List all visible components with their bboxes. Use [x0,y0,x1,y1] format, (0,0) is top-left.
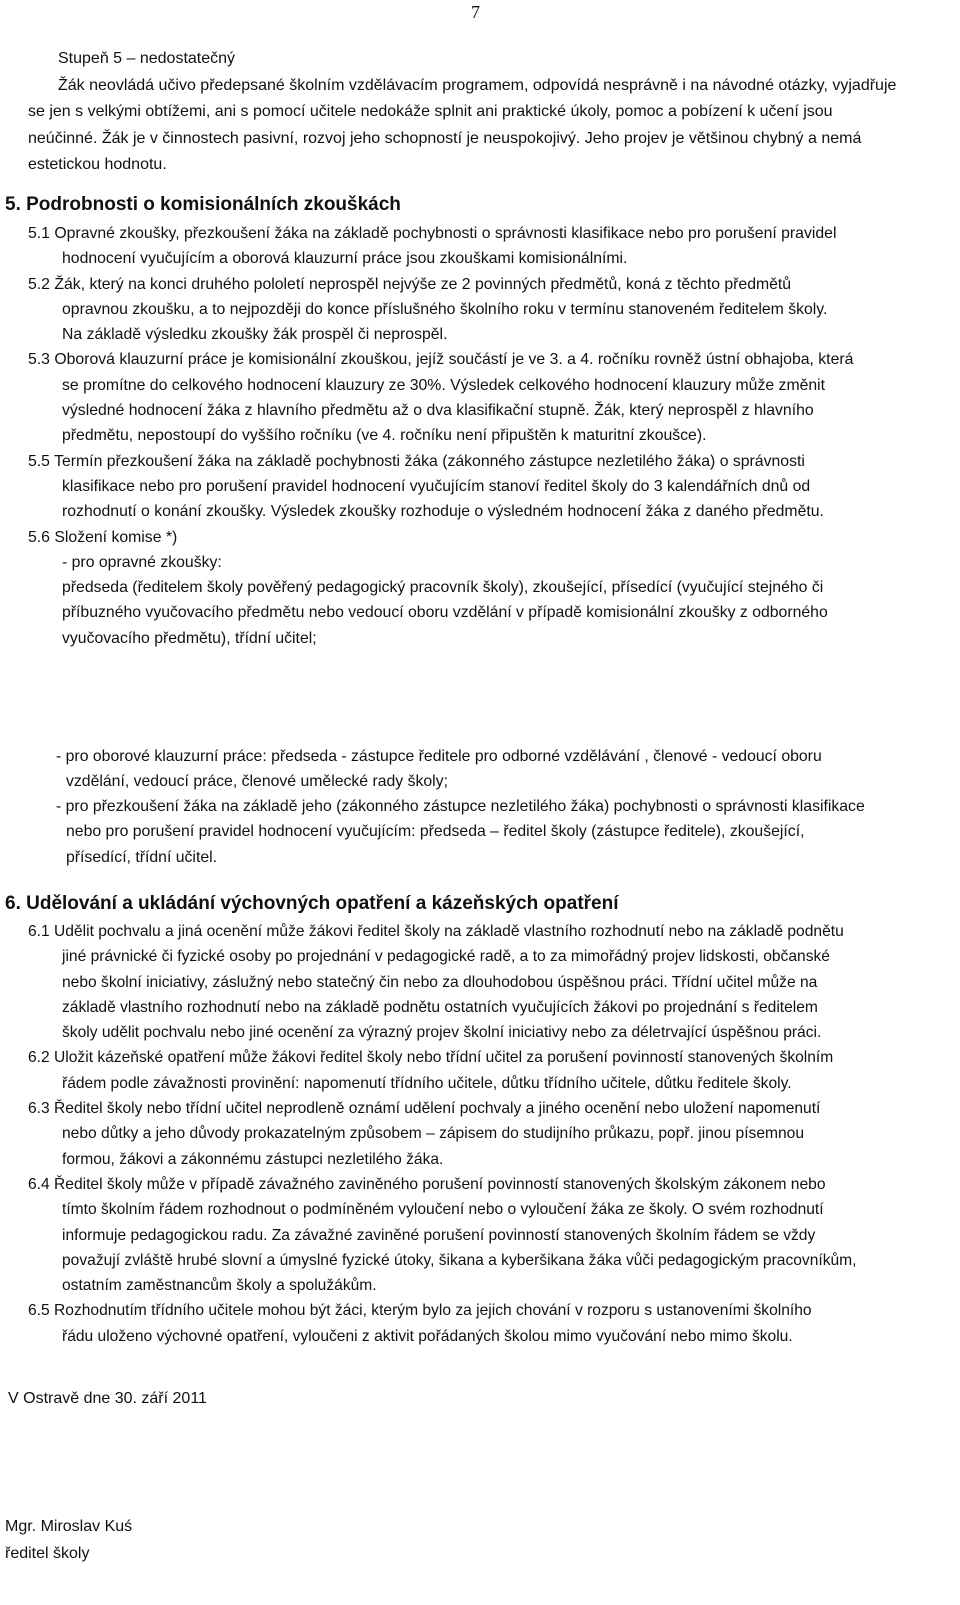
item-line: opravnou zkoušku, a to nejpozději do konce příslušného školního roku v termínu stanoveném ředitelem školy. [62,300,828,318]
item-line: základě vlastního rozhodnutí nebo na základě podnětu ostatních vyučujících žákovi po projednání s ředitelem [62,998,818,1016]
item-line: školy udělit pochvalu nebo jiné ocenění za výrazný projev školní iniciativy nebo za déletrvající úspěšnou práci. [62,1024,822,1042]
item-line: řádem podle závažnosti provinění: napomenutí třídního učitele, důtku třídního učitele, důtku ředitele školy. [62,1074,792,1092]
item-line: hodnocení vyučujícím a oborová klauzurní práce jsou zkouškami komisionálními. [62,250,628,268]
item-line: předseda (ředitelem školy pověřený pedagogický pracovník školy), zkoušející, přísedící (vyučující stejného či [62,579,824,597]
item-number: 6.3 [28,1100,50,1118]
item-line: Složení komise *) [54,528,178,546]
grade-5-block [28,46,953,179]
item-number: 6.2 [28,1049,50,1067]
item-line: výsledné hodnocení žáka z hlavního předmětu až o dva klasifikační stupně. Žák, který neprospěl z hlavního [62,402,814,420]
grade-5-title: Stupeň 5 – nedostatečný [58,50,236,67]
item-line: považují zvláště hrubé slovní a úmyslné fyzické útoky, šikana a kyberšikana žáka vůči pedagogickým pracovníkům, [62,1251,857,1269]
grade-5-line: estetickou hodnotu. [28,156,167,173]
item-line: Ředitel školy může v případě závažného zaviněného porušení povinností stanovených školským zákonem nebo [54,1175,826,1193]
item-number: 5.3 [28,351,50,369]
item-line: rozhodnutí o konání zkoušky. Výsledek zkoušky rozhoduje o výsledném hodnocení žáka z daného předmětu. [62,503,824,521]
item-line: Oborová klauzurní práce je komisionální zkouškou, jejíž součástí je ve 3. a 4. ročníku rovněž ústní obhajoba, která [54,351,854,369]
dash-line: - pro přezkoušení žáka na základě jeho (zákonného zástupce nezletilého žáka) pochybnosti o správnosti klasifikace [56,798,865,815]
dash-line: vzdělání, vedoucí práce, členové umělecké rady školy; [66,773,448,791]
grade-5-line: se jen s velkými obtížemi, ani s pomocí učitele nedokáže splnit ani praktické úkoly, pomoc a pobízení k učení jsou [28,103,833,120]
committee-prezkouseni [56,794,865,870]
item-line: klasifikace nebo pro porušení pravidel hodnocení vyučujícím stanoví ředitel školy do 3 kalendářních dnů od [62,477,811,495]
signer-name: Mgr. Miroslav Kuś [5,1518,133,1535]
section-5-item-5-2 [28,272,958,348]
item-number: 5.1 [28,225,50,242]
dash-line: nebo pro porušení pravidel hodnocení vyučujícím: předseda – ředitel školy (zástupce ředitele), zkoušející, [66,823,805,841]
grade-5-line: neúčinné. Žák je v činnostech pasivní, rozvoj jeho schopností je neuspokojivý. Jeho projev je většinou chybný a nemá [28,129,862,147]
item-number: 5.5 [28,452,50,470]
page-number: 7 [471,2,480,22]
section-5-item-5-6 [28,525,958,651]
grade-5-line: Žák neovládá učivo předepsané školním vzdělávacím programem, odpovídá nesprávně i na návodné otázky, vyjadřuje [58,76,897,94]
item-line: řádu uloženo výchovné opatření, vyloučeni z aktivit pořádaných školou mimo vyučování nebo mimo školu. [62,1327,793,1345]
item-line: - pro opravné zkoušky: [62,553,222,571]
item-line: příbuzného vyučovacího předmětu nebo vedoucí oboru vzdělání v případě komisionální zkoušky z odborného [62,604,828,622]
item-line: Rozhodnutím třídního učitele mohou být žáci, kterým bylo za jejich chování v rozporu s ustanoveními školního [54,1302,812,1320]
item-number: 5.6 [28,528,50,546]
item-line: Opravné zkoušky, přezkoušení žáka na základě pochybnosti o správnosti klasifikace nebo pro porušení pravidel [54,225,837,242]
item-line: jiné právnické či fyzické osoby po projednání v pedagogické radě, a to za mimořádný projev lidskosti, občanské [62,948,830,966]
item-number: 6.4 [28,1175,50,1193]
item-number: 6.5 [28,1302,50,1320]
dash-line: - pro oborové klauzurní práce: předseda - zástupce ředitele pro odborné vzdělávání , členové - vedoucí oboru [56,748,822,765]
section-5-item-5-5 [28,449,958,525]
item-line: Žák, který na konci druhého pololetí neprospěl nejvýše ze 2 povinných předmětů, koná z těchto předmětů [54,275,792,293]
place-date: V Ostravě dne 30. září 2011 [8,1390,207,1407]
item-number: 6.1 [28,923,50,940]
section-6-item-6-1 [28,919,958,1045]
section-5-heading: 5. Podrobnosti o komisionálních zkouškách [5,194,401,215]
item-line: Ředitel školy nebo třídní učitel neprodleně oznámí udělení pochvaly a jiného ocenění nebo uložení napomenutí [54,1100,821,1118]
item-line: tímto školním řádem rozhodnout o podmíněném vyloučení nebo o vyloučení žáka ze školy. O svém rozhodnutí [62,1201,824,1219]
item-number: 5.2 [28,275,50,293]
section-6-item-6-5 [28,1298,958,1349]
section-5-item-5-1 [28,221,958,272]
item-line: ostatním zaměstnancům školy a spolužákům. [62,1277,377,1295]
section-6-item-6-4 [28,1172,958,1298]
item-line: Udělit pochvalu a jiná ocenění může žákovi ředitel školy na základě vlastního rozhodnutí nebo na základě podnětu [54,923,844,940]
section-5-item-5-3 [28,347,958,448]
signer-title: ředitel školy [5,1545,90,1562]
item-line: nebo školní iniciativy, záslužný nebo statečný čin nebo za dlouhodobou úspěšnou práci. Třídní učitel může na [62,973,818,991]
section-6-heading: 6. Udělování a ukládání výchovných opatření a kázeňských opatření [5,893,619,914]
section-6-item-6-3 [28,1096,958,1172]
item-line: nebo důtky a jeho důvody prokazatelným způsobem – zápisem do studijního průkazu, popř. jinou písemnou [62,1125,805,1143]
section-5-list [28,221,958,651]
item-line: Uložit kázeňské opatření může žákovi ředitel školy nebo třídní učitel za porušení povinností stanovených školním [54,1049,834,1067]
item-line: Termín přezkoušení žáka na základě pochybnosti žáka (zákonného zástupce nezletilého žáka) o správnosti [54,452,805,470]
item-line: Na základě výsledku zkoušky žák prospěl či neprospěl. [62,326,448,344]
item-line: se promítne do celkového hodnocení klauzury ze 30%. Výsledek celkového hodnocení klauzury může změnit [62,376,826,394]
section-6-list [28,919,958,1349]
item-line: formou, žákovi a zákonnému zástupci nezletilého žáka. [62,1150,444,1168]
item-line: vyučovacího předmětu), třídní učitel; [62,629,317,647]
dash-line: přísedící, třídní učitel. [66,848,218,866]
item-line: předmětu, nepostoupí do vyššího ročníku (ve 4. ročníku není připuštěn k maturitní zkoušce). [62,427,707,445]
section-6-item-6-2 [28,1045,958,1096]
item-line: informuje pedagogickou radu. Za závažné zaviněné porušení povinností stanovených školním řádem se vždy [62,1226,816,1244]
committee-oborove-prace [56,744,822,795]
